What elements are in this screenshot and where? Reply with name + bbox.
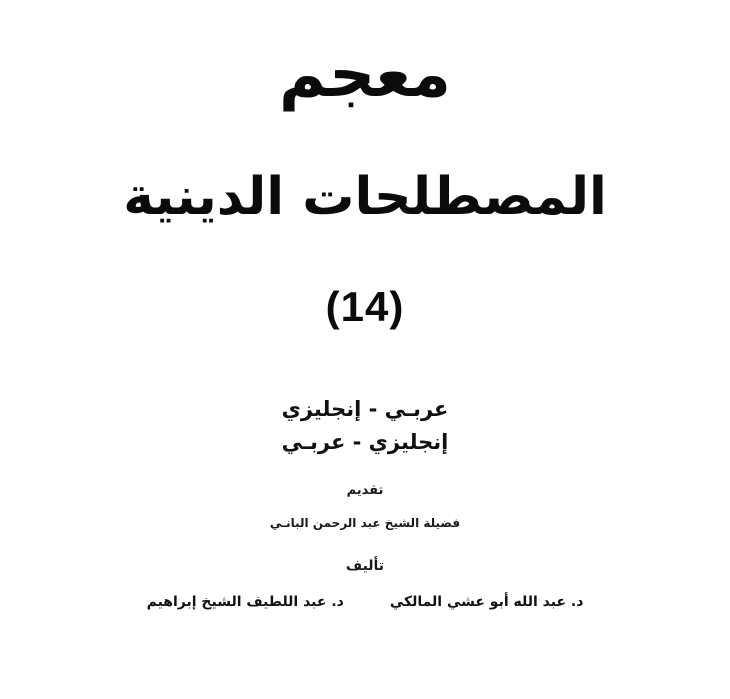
book-title-main: معجم	[278, 38, 452, 112]
volume-number: (14)	[325, 283, 405, 330]
author-name-first: د. عبد الله أبو عشي المالكي	[389, 594, 584, 610]
author-name-second: د. عبد اللطيف الشيخ إبراهيم	[146, 594, 344, 610]
book-title-subtitle: المصطلحات الدينية	[123, 167, 607, 227]
presenter-name: فضيلة الشيخ عبد الرحمن البانـي	[269, 516, 461, 530]
language-pair-block	[0, 393, 730, 458]
authorship-label: تأليف	[345, 558, 385, 574]
presentation-label: تقديم	[346, 483, 384, 498]
language-line-arabic-english: عربـي - إنجليزي	[281, 397, 449, 421]
authors-row	[0, 594, 730, 610]
language-line-english-arabic: إنجليزي - عربـي	[281, 429, 449, 454]
